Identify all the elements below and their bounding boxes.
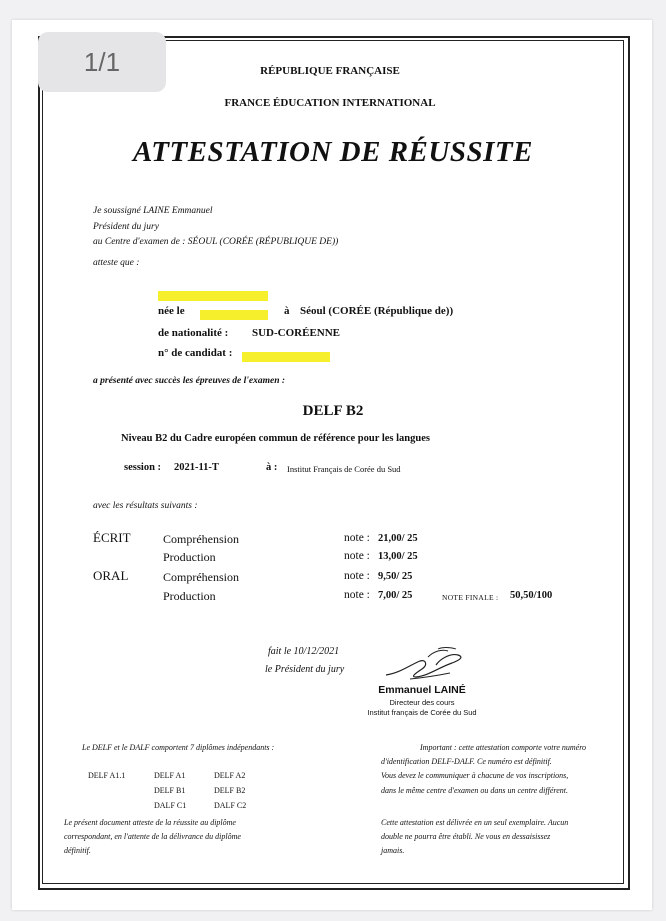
results-skill: Compréhension [163, 570, 239, 584]
republic-label: RÉPUBLIQUE FRANÇAISE [260, 65, 400, 77]
session-place: Institut Français de Corée du Sud [287, 464, 401, 474]
session-value: 2021-11-T [174, 462, 219, 473]
diploma-item: DELF A2 [214, 771, 246, 780]
exam-name: DELF B2 [302, 403, 364, 419]
candidate-name-redacted [158, 288, 268, 306]
footer-note-left: Le présent document atteste de la réussite au diplôme [64, 818, 236, 827]
nationality-label: de nationalité : [158, 327, 229, 339]
footer-note-right: jamais. [381, 846, 405, 855]
results-skill: Compréhension [163, 532, 239, 546]
diploma-item: DELF B2 [214, 786, 246, 795]
diploma-item: DALF C2 [214, 801, 247, 810]
institution-label: FRANCE ÉDUCATION INTERNATIONAL [224, 97, 436, 109]
signatory-name: Je soussigné LAINE Emmanuel [93, 206, 213, 216]
attests-label: atteste que : [93, 258, 140, 268]
session-place-label: à : [266, 462, 278, 473]
results-intro: avec les résultats suivants : [93, 501, 198, 511]
results-skill: Production [163, 550, 216, 564]
page-title: ATTESTATION DE RÉUSSITE [133, 136, 533, 168]
results-note-label: note : [344, 550, 370, 562]
results-note-label: note : [344, 570, 370, 582]
birth-date-redacted [200, 307, 268, 325]
signatory-title: Directeur des cours [389, 698, 455, 707]
footer-note-right: d'identification DELF-DALF. Ce numéro est définitif. [381, 757, 552, 766]
signature-date: fait le 10/12/2021 [268, 646, 340, 657]
candidate-number-redacted [242, 349, 330, 367]
results-note-label: note : [344, 532, 370, 544]
footer-note-right: Vous devez le communiquer à chacune de vos inscriptions, [381, 771, 569, 780]
nationality-value: SUD-CORÉENNE [252, 327, 341, 339]
results-score: 13,00/ 25 [378, 551, 418, 562]
handwritten-signature [380, 643, 470, 685]
footer-note-right: Important : cette attestation comporte votre numéro [420, 743, 587, 752]
signatory-institution: Institut français de Corée du Sud [367, 708, 477, 717]
diploma-item: DELF A1 [154, 771, 186, 780]
session-label: session : [124, 462, 162, 473]
results-score: 7,00/ 25 [378, 590, 413, 601]
footer-diplomas-intro: Le DELF et le DALF comportent 7 diplômes indépendants : [82, 743, 275, 752]
signature-role: le Président du jury [265, 664, 345, 675]
footer-note-right: dans le même centre d'examen ou dans un centre différent. [381, 786, 568, 795]
diploma-item: DELF B1 [154, 786, 186, 795]
exam-center: au Centre d'examen de : SÉOUL (CORÉE (RÉPUBLIQUE DE)) [93, 237, 339, 247]
exam-level: Niveau B2 du Cadre européen commun de référence pour les langues [121, 433, 430, 444]
final-score: 50,50/100 [510, 590, 553, 601]
birthplace: Séoul (CORÉE (République de)) [300, 305, 454, 317]
results-section: ÉCRIT [93, 530, 131, 545]
footer-note-right: double ne pourra être établi. Ne vous en dessaisissez [381, 832, 551, 841]
signatory-printed-name: Emmanuel LAINÉ [378, 684, 466, 696]
exam-intro: a présenté avec succès les épreuves de l'examen : [93, 376, 286, 386]
birth-label: née le [158, 305, 185, 317]
footer-note-right: Cette attestation est délivrée en un seul exemplaire. Aucun [381, 818, 569, 827]
results-score: 21,00/ 25 [378, 533, 418, 544]
candidate-number-label: n° de candidat : [158, 347, 233, 359]
page-indicator[interactable]: 1/1 [38, 32, 166, 92]
results-skill: Production [163, 589, 216, 603]
diploma-item: DELF A1.1 [88, 771, 126, 780]
footer-note-left: définitif. [64, 846, 91, 855]
diploma-item: DALF C1 [154, 801, 187, 810]
results-section: ORAL [93, 568, 129, 583]
results-note-label: note : [344, 589, 370, 601]
signatory-role: Président du jury [93, 222, 159, 232]
footer-note-left: correspondant, en l'attente de la délivrance du diplôme [64, 832, 241, 841]
birth-at-label: à [284, 305, 290, 317]
results-score: 9,50/ 25 [378, 571, 413, 582]
final-score-label: NOTE FINALE : [442, 593, 499, 602]
